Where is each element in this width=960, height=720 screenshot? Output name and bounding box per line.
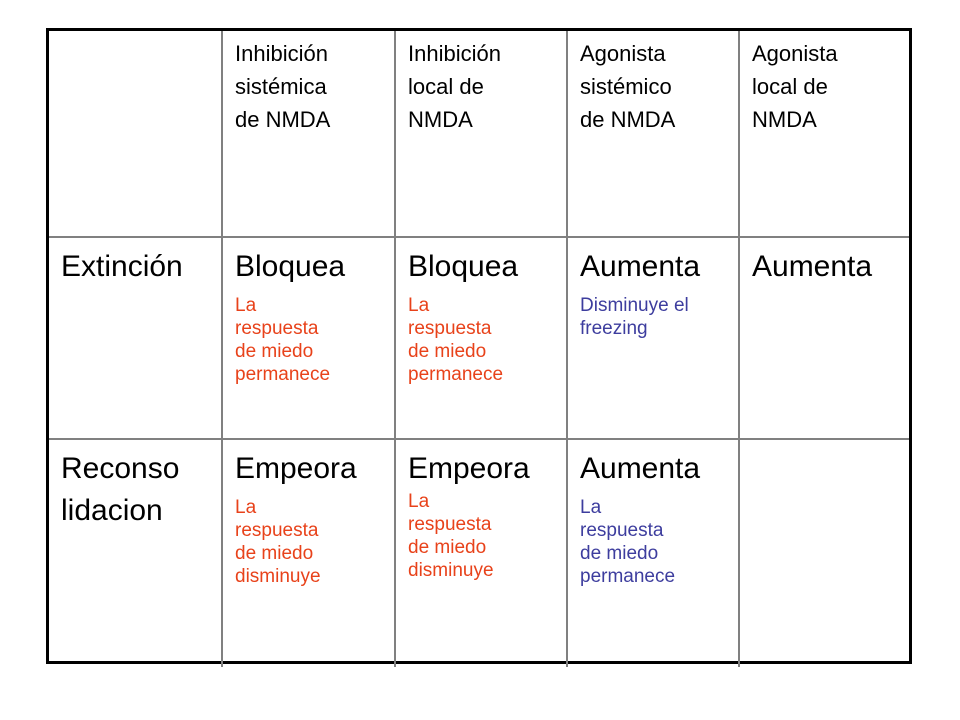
table-cell: [740, 238, 909, 440]
cell-note: La respuesta de miedo permanece: [235, 295, 331, 385]
header-cell: [396, 31, 566, 238]
table-cell: [568, 238, 738, 440]
row-label-cell: [49, 238, 221, 440]
row-label-cell: [49, 440, 221, 667]
table-cell: [396, 440, 566, 667]
header-empty-cell: [49, 31, 221, 238]
cell-note: Disminuye el freezing: [580, 295, 689, 339]
header-cell: [568, 31, 738, 238]
column-inhibicion-local: [396, 31, 568, 667]
cell-main-value: Empeora: [235, 452, 357, 485]
column-header: Agonista local de NMDA: [752, 41, 838, 132]
cell-note: La respuesta de miedo disminuye: [408, 491, 494, 581]
cell-note: La respuesta de miedo disminuye: [235, 497, 321, 587]
cell-main-value: Aumenta: [580, 452, 701, 485]
column-header: Agonista sistémico de NMDA: [580, 41, 676, 132]
cell-main-value: Aumenta: [580, 250, 701, 283]
column-inhibicion-sistemica: [223, 31, 396, 667]
table-cell: [223, 440, 394, 667]
cell-main-value: [752, 440, 903, 448]
row-label-reconsolidacion: Reconso lidacion: [61, 452, 180, 527]
column-header: Inhibición sistémica de NMDA: [235, 41, 331, 132]
table-cell: [396, 238, 566, 440]
header-cell: [740, 31, 909, 238]
row-label-column: [49, 31, 223, 667]
cell-note: La respuesta de miedo permanece: [408, 295, 504, 385]
table-cell: [223, 238, 394, 440]
table-cell-empty: [740, 440, 909, 667]
cell-main-value: Aumenta: [752, 250, 873, 283]
nmda-table: [46, 28, 912, 664]
column-agonista-sistemico: [568, 31, 740, 667]
column-agonista-local: [740, 31, 909, 667]
cell-note: La respuesta de miedo permanece: [580, 497, 676, 587]
column-header: Inhibición local de NMDA: [408, 41, 501, 132]
table-cell: [568, 440, 738, 667]
cell-main-value: Bloquea: [408, 250, 519, 283]
cell-main-value: Empeora: [408, 452, 530, 485]
row-label-extincion: Extinción: [61, 250, 183, 283]
header-cell: [223, 31, 394, 238]
cell-main-value: Bloquea: [235, 250, 346, 283]
